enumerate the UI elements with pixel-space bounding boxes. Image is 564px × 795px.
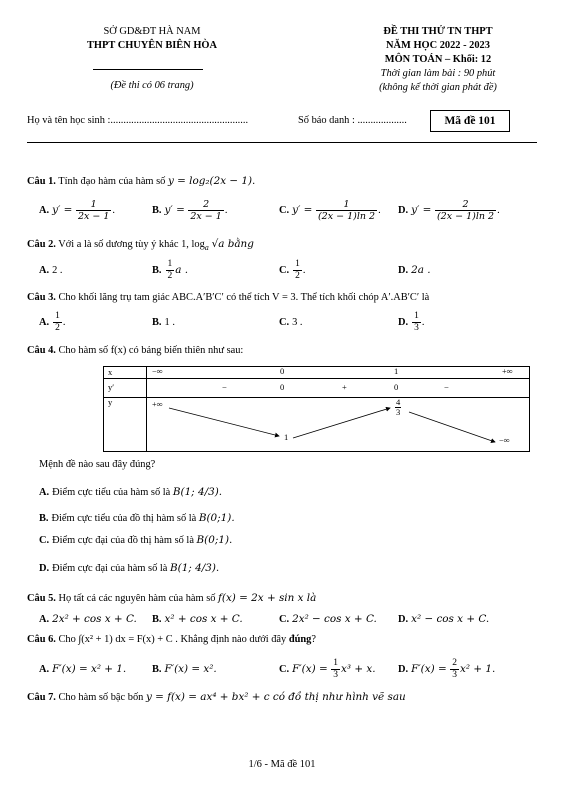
q2-option-d: D. 2a . bbox=[398, 264, 431, 276]
q3-option-a: A. $\frac{1}{2}$ . bbox=[39, 311, 66, 333]
q4-option-d: D. Điểm cực đại của hàm số là B(1; 4/3). bbox=[39, 562, 220, 574]
q2-option-c: C. $\frac{1}{2}$ . bbox=[279, 259, 306, 281]
school-name: THPT CHUYÊN BIÊN HÒA bbox=[87, 40, 217, 51]
table-yprime-label: y′ bbox=[104, 379, 147, 398]
arrow-decreasing-2 bbox=[409, 412, 495, 442]
q4-prompt: Mệnh đề nào sau đây đúng? bbox=[39, 459, 156, 470]
question-6: Câu 6. Cho ∫(x² + 1) dx = F(x) + C . Khẳng định nào dưới đây đúng? bbox=[27, 634, 317, 645]
q2-option-a: A. 2 . bbox=[39, 265, 63, 276]
q4-option-b: B. Điểm cực tiểu của đồ thị hàm số là B(0;1). bbox=[39, 512, 235, 524]
question-7: Câu 7. Cho hàm số bậc bốn y = f(x) = ax⁴ + bx² + c có đồ thị như hình vẽ sau bbox=[27, 691, 406, 703]
table-y-row: +∞ 1 4 3 −∞ bbox=[147, 398, 530, 452]
q6-option-b: B. F′(x) = x². bbox=[152, 663, 217, 675]
q1-option-d: D. y′ = $\frac{2}{(2x - 1)\ln 2}$ . bbox=[398, 199, 500, 222]
header-divider bbox=[27, 142, 537, 143]
table-yprime-row: − 0 + 0 − bbox=[147, 379, 530, 398]
q3-option-c: C. 3 . bbox=[279, 317, 303, 328]
time-note: (không kể thời gian phát đề) bbox=[379, 82, 497, 93]
question-2: Câu 2. Với a là số dương tùy ý khác 1, $\log_a √a$ bằng bbox=[27, 238, 254, 253]
table-y-label: y bbox=[104, 398, 147, 452]
arrow-decreasing-1 bbox=[169, 408, 279, 436]
exam-title: ĐỀ THI THỬ TN THPT bbox=[383, 26, 493, 37]
question-1: Câu 1. Tính đạo hàm của hàm số y = log₂(2x − 1). bbox=[27, 175, 256, 187]
q4-option-c: C. Điểm cực đại của đồ thị hàm số là B(0;1). bbox=[39, 534, 233, 546]
q6-option-a: A. F′(x) = x² + 1. bbox=[39, 663, 127, 675]
school-year: NĂM HỌC 2022 - 2023 bbox=[386, 40, 490, 51]
time-limit: Thời gian làm bài : 90 phút bbox=[380, 68, 496, 79]
q5-option-d: D. x² − cos x + C. bbox=[398, 613, 490, 625]
q1-option-b: B. y′ = $\frac{2}{2x - 1}$ . bbox=[152, 199, 228, 222]
q3-option-d: D. $\frac{1}{3}$ . bbox=[398, 311, 425, 333]
q6-option-c: C. F′(x) = $\frac{1}{3}$ x³ + x. bbox=[279, 658, 376, 680]
student-id-field: Số báo danh : ................... bbox=[298, 115, 407, 126]
q5-option-b: B. x² + cos x + C. bbox=[152, 613, 243, 625]
q1-option-a: A. y′ = $\frac{1}{2x - 1}$ . bbox=[39, 199, 116, 222]
school-dept: SỞ GD&ĐT HÀ NAM bbox=[103, 26, 201, 37]
table-x-row: −∞ 0 1 +∞ bbox=[147, 367, 530, 379]
q5-option-a: A. 2x² + cos x + C. bbox=[39, 613, 137, 625]
page-footer: 1/6 - Mã đề 101 bbox=[248, 759, 316, 770]
q4-option-a: A. Điểm cực tiểu của hàm số là B(1; 4/3). bbox=[39, 486, 223, 498]
q3-option-b: B. 1 . bbox=[152, 317, 175, 328]
question-3: Câu 3. Cho khối lăng trụ tam giác ABC.A′B′C′ có thể tích V = 3. Thể tích khối chóp A′.AB′C′ là bbox=[27, 292, 430, 303]
q1-option-c: C. y′ = $\frac{1}{(2x - 1)\ln 2}$ . bbox=[279, 199, 381, 222]
table-x-label: x bbox=[104, 367, 147, 379]
variation-arrows bbox=[147, 398, 534, 452]
pages-note: (Đề thi có 06 trang) bbox=[110, 80, 194, 91]
header-divider-left bbox=[93, 69, 203, 70]
arrow-increasing bbox=[293, 408, 390, 438]
student-name-field: Họ và tên học sinh :..................................................... bbox=[27, 115, 249, 126]
question-5: Câu 5. Họ tất cả các nguyên hàm của hàm số f(x) = 2x + sin x là bbox=[27, 592, 317, 604]
exam-code-box: Mã đề 101 bbox=[430, 110, 510, 132]
q5-option-c: C. 2x² − cos x + C. bbox=[279, 613, 377, 625]
q2-option-b: B. $\frac{1}{2}$ a . bbox=[152, 259, 189, 281]
q6-option-d: D. F′(x) = $\frac{2}{3}$ x² + 1. bbox=[398, 658, 496, 680]
variation-table bbox=[103, 366, 530, 452]
question-4: Câu 4. Cho hàm số f(x) có bảng biến thiên như sau: bbox=[27, 345, 244, 356]
subject: MÔN TOÁN – Khối: 12 bbox=[384, 54, 492, 65]
